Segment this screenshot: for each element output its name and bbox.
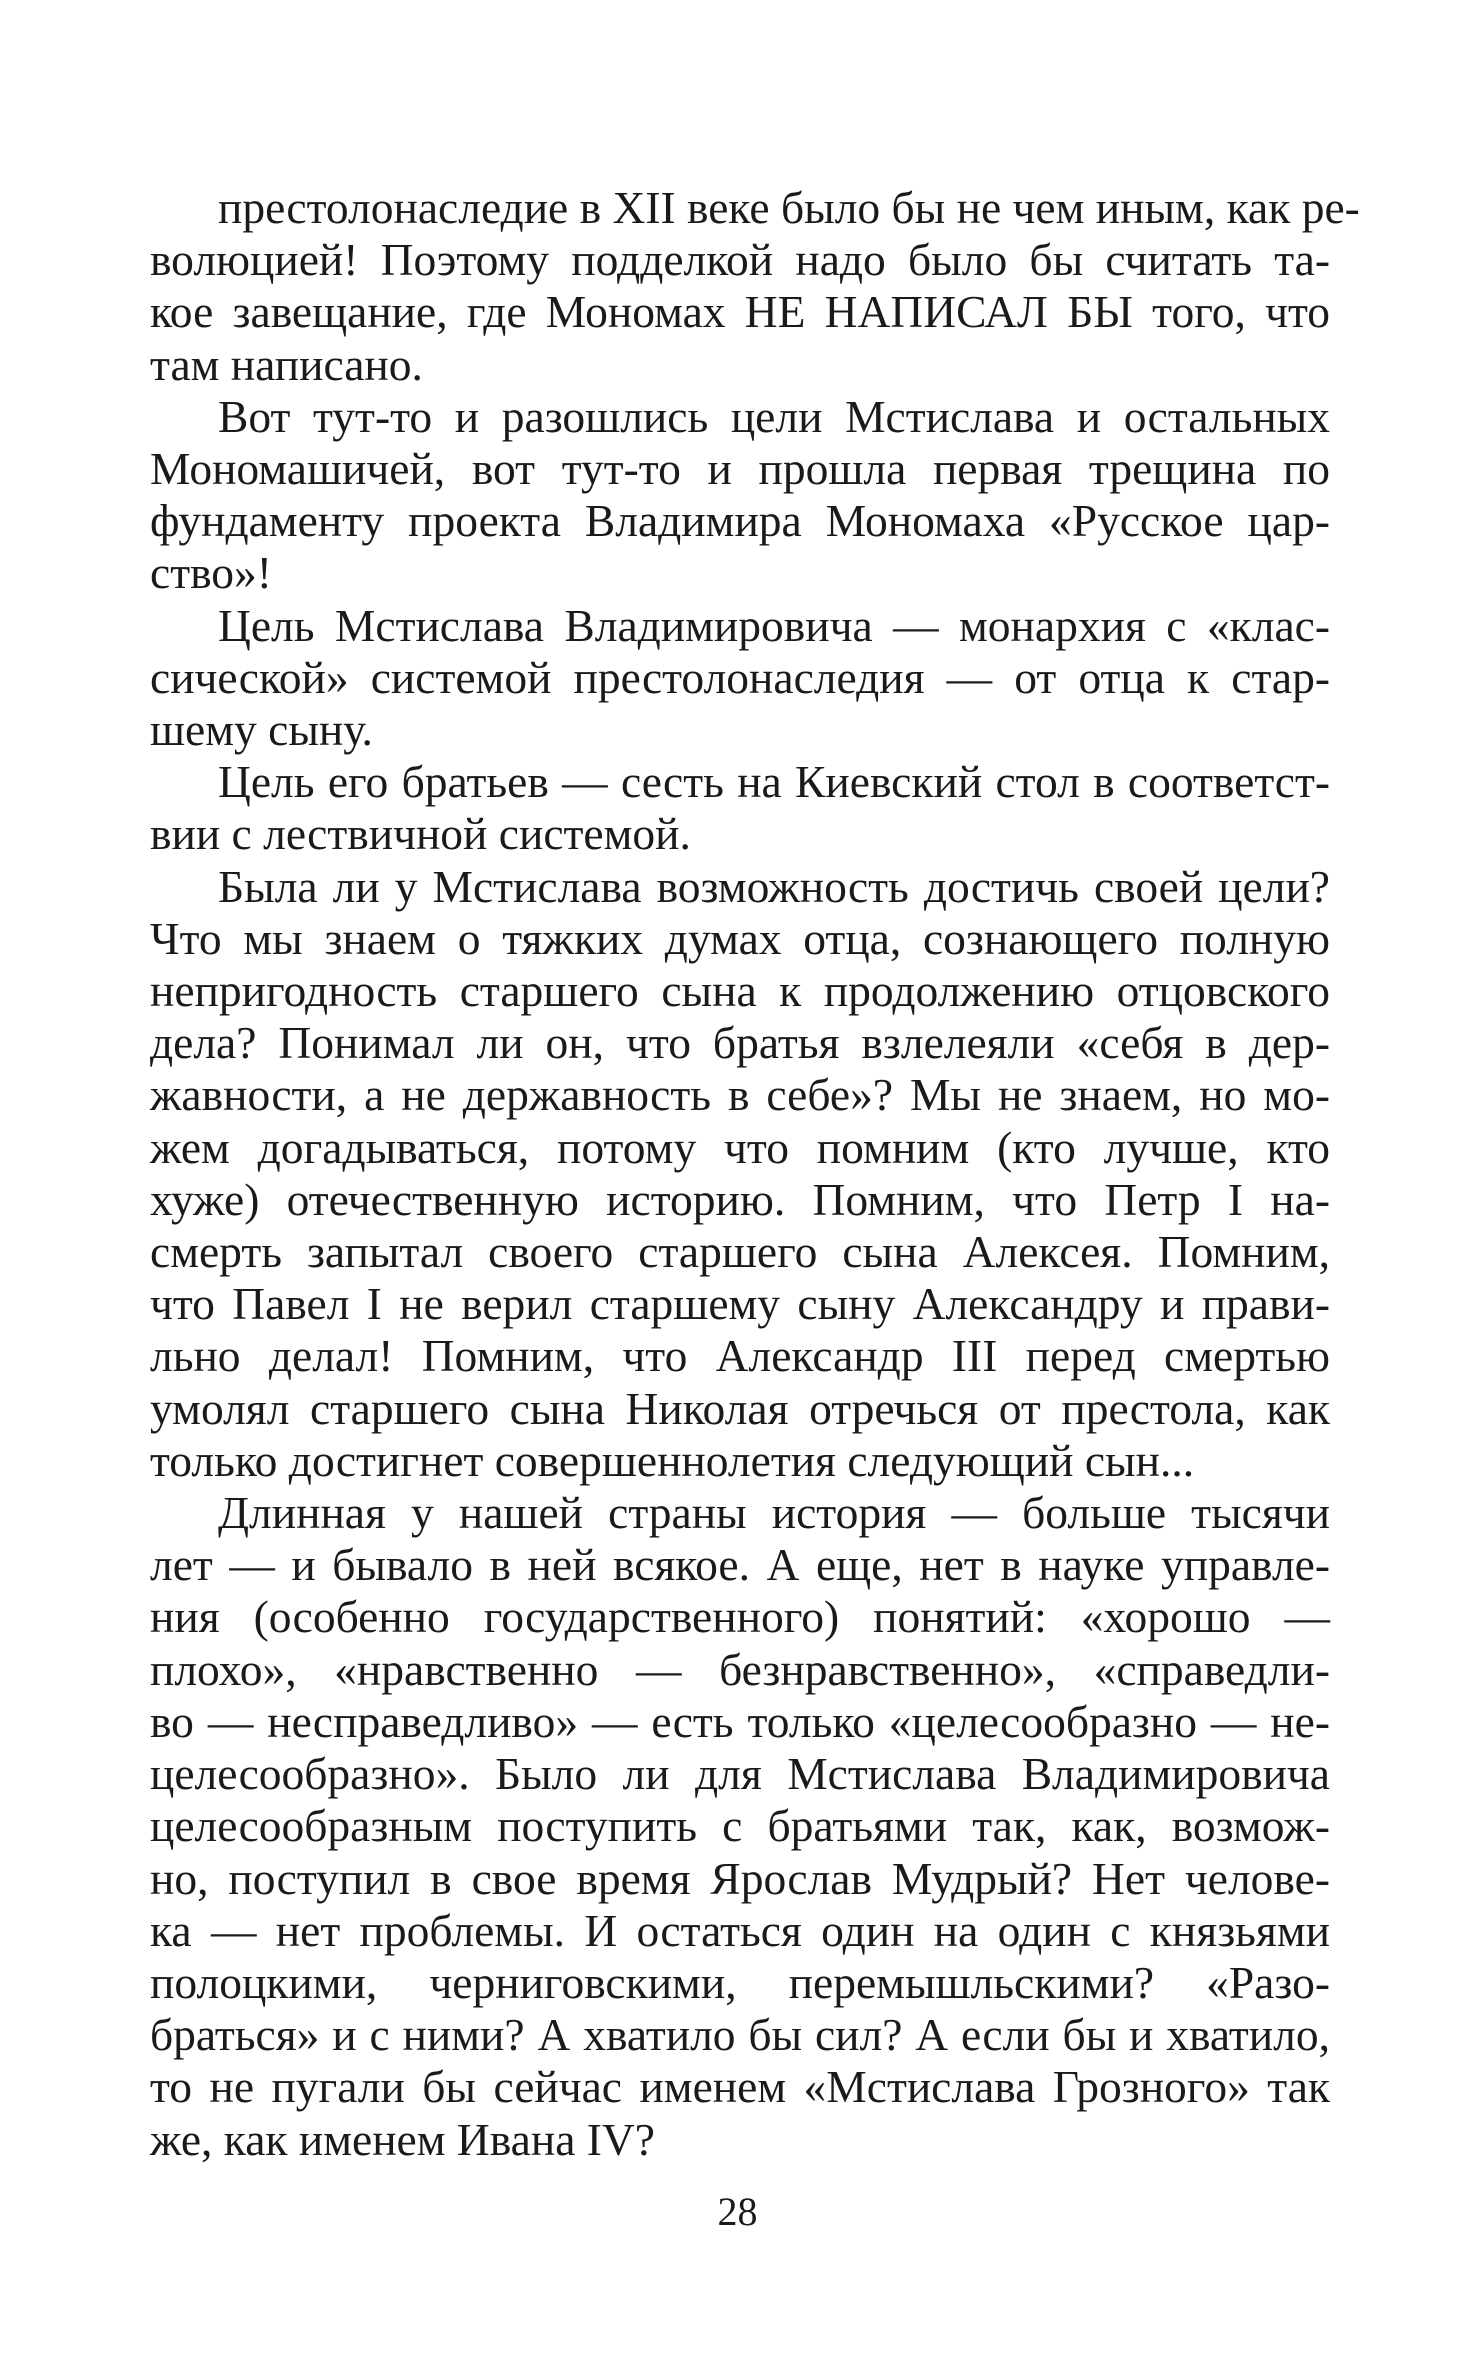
text-line: Была ли у Мстислава возможность достичь своей цели? bbox=[218, 860, 1330, 912]
text-line: во — несправедливо» — есть только «целесообразно — не- bbox=[150, 1695, 1330, 1747]
paragraph bbox=[150, 861, 1330, 1487]
text-line: браться» и с ними? А хватило бы сил? А если бы и хватило, bbox=[150, 2009, 1330, 2061]
paragraph bbox=[150, 756, 1330, 860]
text-line: там написано. bbox=[150, 338, 423, 390]
body-text bbox=[150, 182, 1360, 2166]
text-line: Длинная у нашей страны история — больше тысячи bbox=[218, 1487, 1330, 1539]
text-line: сической» системой престолонаследия — от отца к стар- bbox=[150, 651, 1330, 703]
text-line: жавности, а не державность в себе»? Мы не знаем, но мо- bbox=[150, 1069, 1330, 1121]
text-line: лет — и бывало в ней всякое. А еще, нет в науке управле- bbox=[150, 1539, 1330, 1591]
paragraph bbox=[150, 600, 1330, 757]
text-line: ка — нет проблемы. И остаться один на один с князьями bbox=[150, 1904, 1330, 1956]
text-line: непригодность старшего сына к продолжению отцовского bbox=[150, 965, 1330, 1017]
text-line: кое завещание, где Мономах НЕ НАПИСАЛ БЫ того, что bbox=[150, 286, 1330, 338]
text-line: умолял старшего сына Николая отречься от престола, как bbox=[150, 1382, 1330, 1434]
text-line: вии с лествичной системой. bbox=[150, 808, 691, 860]
text-line: ство»! bbox=[150, 547, 272, 599]
text-line: же, как именем Ивана IV? bbox=[150, 2113, 655, 2165]
text-line: целесообразно». Было ли для Мстислава Владимировича bbox=[150, 1748, 1330, 1800]
text-line: полоцкими, черниговскими, перемышльскими? «Разо- bbox=[150, 1956, 1330, 2008]
text-line: Цель его братьев — сесть на Киевский стол в соответст- bbox=[218, 756, 1330, 808]
text-line: смерть запытал своего старшего сына Алексея. Помним, bbox=[150, 1226, 1330, 1278]
text-line: хуже) отечественную историю. Помним, что Петр I на- bbox=[150, 1173, 1330, 1225]
text-line: Цель Мстислава Владимировича — монархия с «клас- bbox=[218, 599, 1330, 651]
text-line: престолонаследие в XII веке было бы не чем иным, как ре- bbox=[218, 182, 1360, 233]
text-line: шему сыну. bbox=[150, 704, 373, 756]
text-line: волюцией! Поэтому подделкой надо было бы считать та- bbox=[150, 234, 1330, 286]
text-line: фундаменту проекта Владимира Мономаха «Русское цар- bbox=[150, 495, 1330, 547]
text-line: только достигнет совершеннолетия следующий сын... bbox=[150, 1434, 1195, 1486]
text-line: Вот тут-то и разошлись цели Мстислава и остальных bbox=[218, 390, 1330, 442]
paragraph bbox=[150, 1487, 1330, 2166]
text-line: целесообразным поступить с братьями так, как, возмож- bbox=[150, 1800, 1330, 1852]
paragraph bbox=[150, 182, 1360, 391]
text-line: плохо», «нравственно — безнравственно», «справедли- bbox=[150, 1643, 1330, 1695]
text-line: но, поступил в свое время Ярослав Мудрый? Нет челове- bbox=[150, 1852, 1330, 1904]
text-line: жем догадываться, потому что помним (кто лучше, кто bbox=[150, 1121, 1330, 1173]
text-line: Мономашичей, вот тут-то и прошла первая трещина по bbox=[150, 443, 1330, 495]
text-line: то не пугали бы сейчас именем «Мстислава Грозного» так bbox=[150, 2061, 1330, 2113]
page-number: 28 bbox=[717, 2189, 758, 2234]
text-line: что Павел I не верил старшему сыну Александру и прави- bbox=[150, 1278, 1330, 1330]
text-line: Что мы знаем о тяжких думах отца, сознающего полную bbox=[150, 912, 1330, 964]
text-line: дела? Понимал ли он, что братья взлелеяли «себя в дер- bbox=[150, 1017, 1330, 1069]
text-line: льно делал! Помним, что Александр III перед смертью bbox=[150, 1330, 1330, 1382]
paragraph bbox=[150, 391, 1330, 600]
text-line: ния (особенно государственного) понятий: «хорошо — bbox=[150, 1591, 1330, 1643]
